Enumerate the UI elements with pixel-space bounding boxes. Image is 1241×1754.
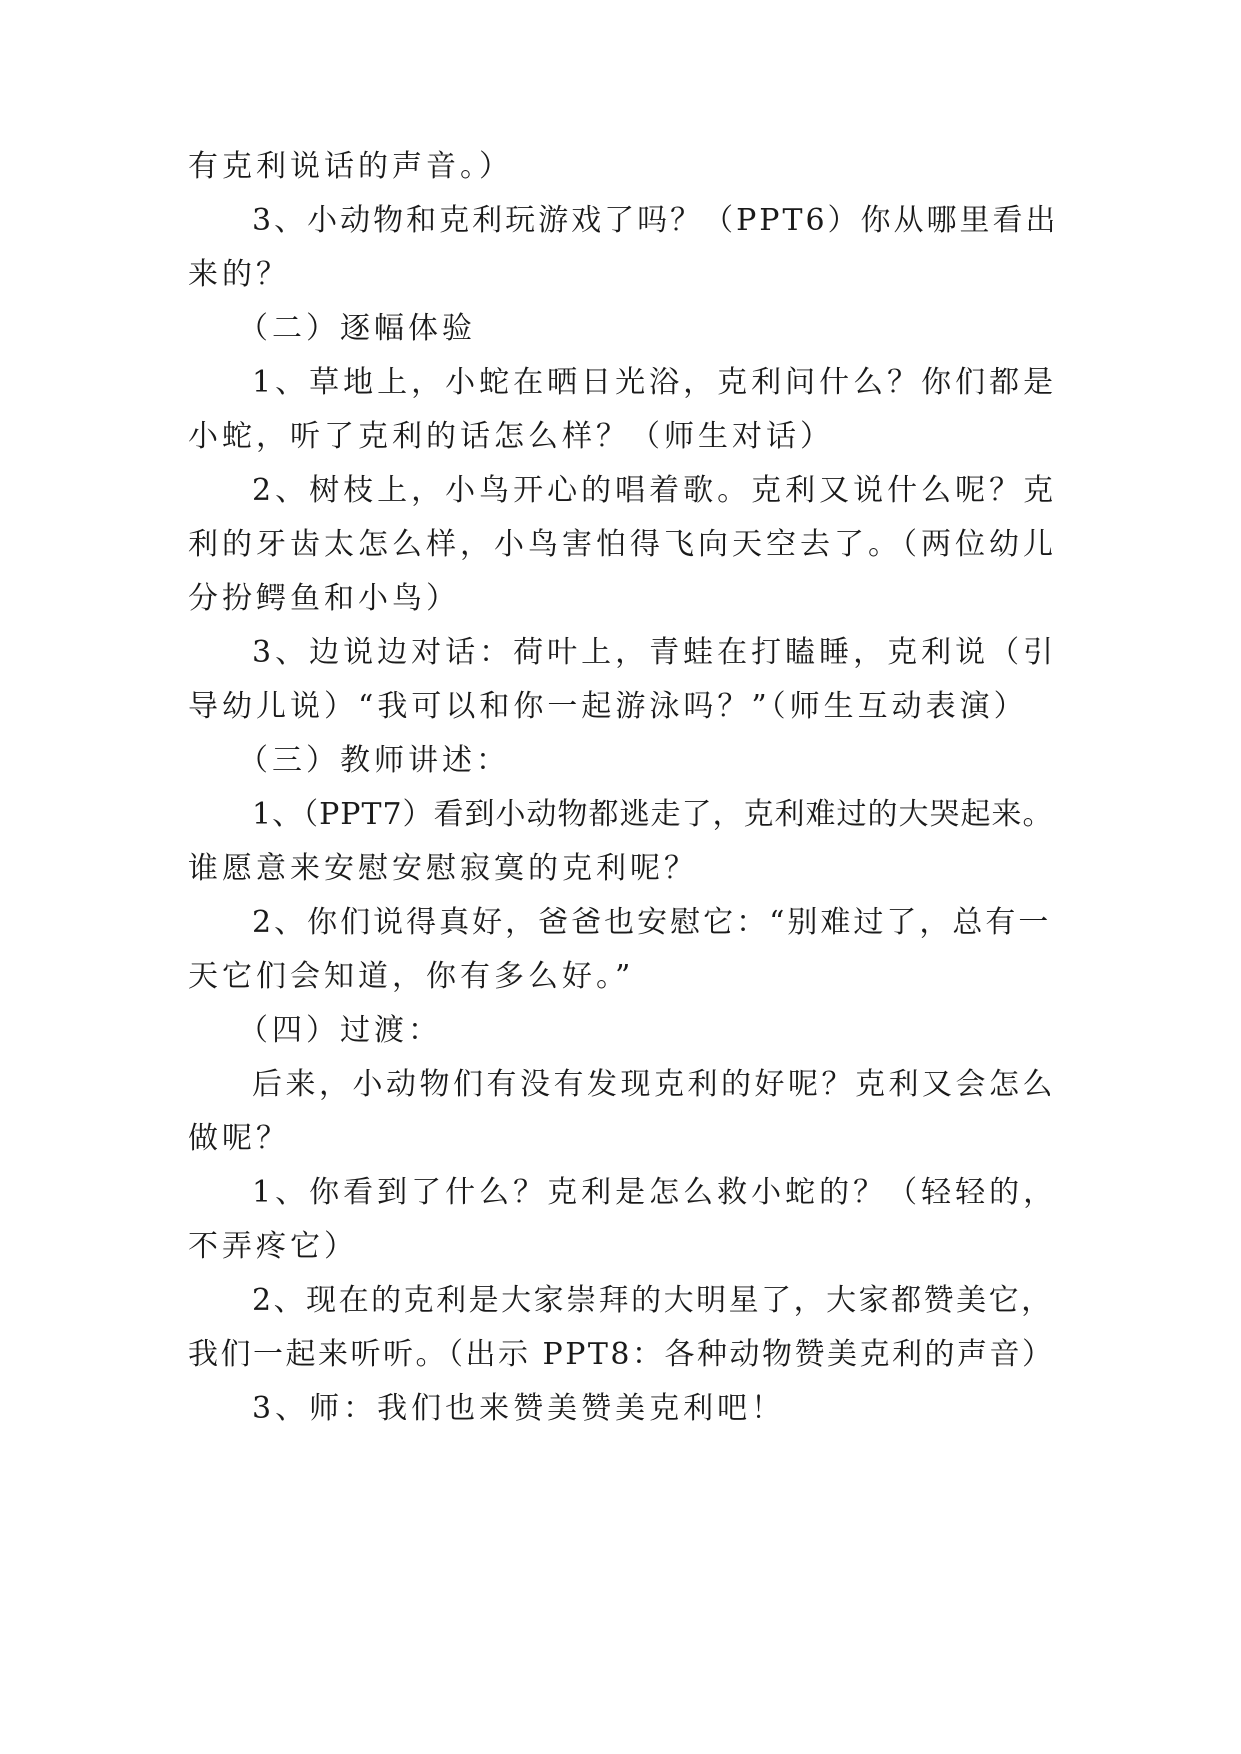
paragraph-line: 谁愿意来安慰安慰寂寞的克利呢？ [188, 851, 698, 886]
paragraph-line: 2、现在的克利是大家崇拜的大明星了，大家都赞美它， [252, 1283, 1054, 1318]
paragraph-line: 3、小动物和克利玩游戏了吗？（PPT6）你从哪里看出 [252, 203, 1059, 238]
paragraph-line: 1、（PPT7）看到小动物都逃走了，克利难过的大哭起来。 [252, 797, 1054, 832]
section-heading: （二）逐幅体验 [238, 311, 476, 346]
paragraph-line: 有克利说话的声音。） [188, 149, 513, 184]
paragraph-line: 利的牙齿太怎么样，小鸟害怕得飞向天空去了。（两位幼儿 [188, 527, 1057, 562]
paragraph-line: 1、你看到了什么？克利是怎么救小蛇的？（轻轻的， [252, 1175, 1058, 1210]
paragraph-line: 2、树枝上，小鸟开心的唱着歌。克利又说什么呢？克 [252, 473, 1058, 508]
paragraph-line: 3、师：我们也来赞美赞美克利吧！ [252, 1391, 786, 1426]
paragraph-line: 后来，小动物们有没有发现克利的好呢？克利又会怎么 [252, 1067, 1056, 1102]
paragraph-line: 小蛇，听了克利的话怎么样？（师生对话） [188, 419, 834, 454]
paragraph-line: 天它们会知道，你有多么好。” [188, 959, 635, 994]
paragraph-line: 做呢？ [188, 1121, 290, 1156]
paragraph-line: 2、你们说得真好，爸爸也安慰它：“别难过了，总有一 [252, 905, 1052, 940]
paragraph-line: 不弄疼它） [188, 1229, 358, 1264]
paragraph-line: 我们一起来听听。（出示 PPT8：各种动物赞美克利的声音） [188, 1337, 1055, 1372]
paragraph-line: 来的？ [188, 257, 290, 292]
paragraph-line: 分扮鳄鱼和小鸟） [188, 581, 460, 616]
section-heading: （四）过渡： [238, 1013, 442, 1048]
paragraph-line: 1、草地上，小蛇在晒日光浴，克利问什么？你们都是 [252, 365, 1058, 400]
paragraph-line: 3、边说边对话：荷叶上，青蛙在打瞌睡，克利说（引 [252, 635, 1058, 670]
section-heading: （三）教师讲述： [238, 743, 510, 778]
paragraph-line: 导幼儿说）“我可以和你一起游泳吗？”（师生互动表演） [188, 689, 1028, 724]
